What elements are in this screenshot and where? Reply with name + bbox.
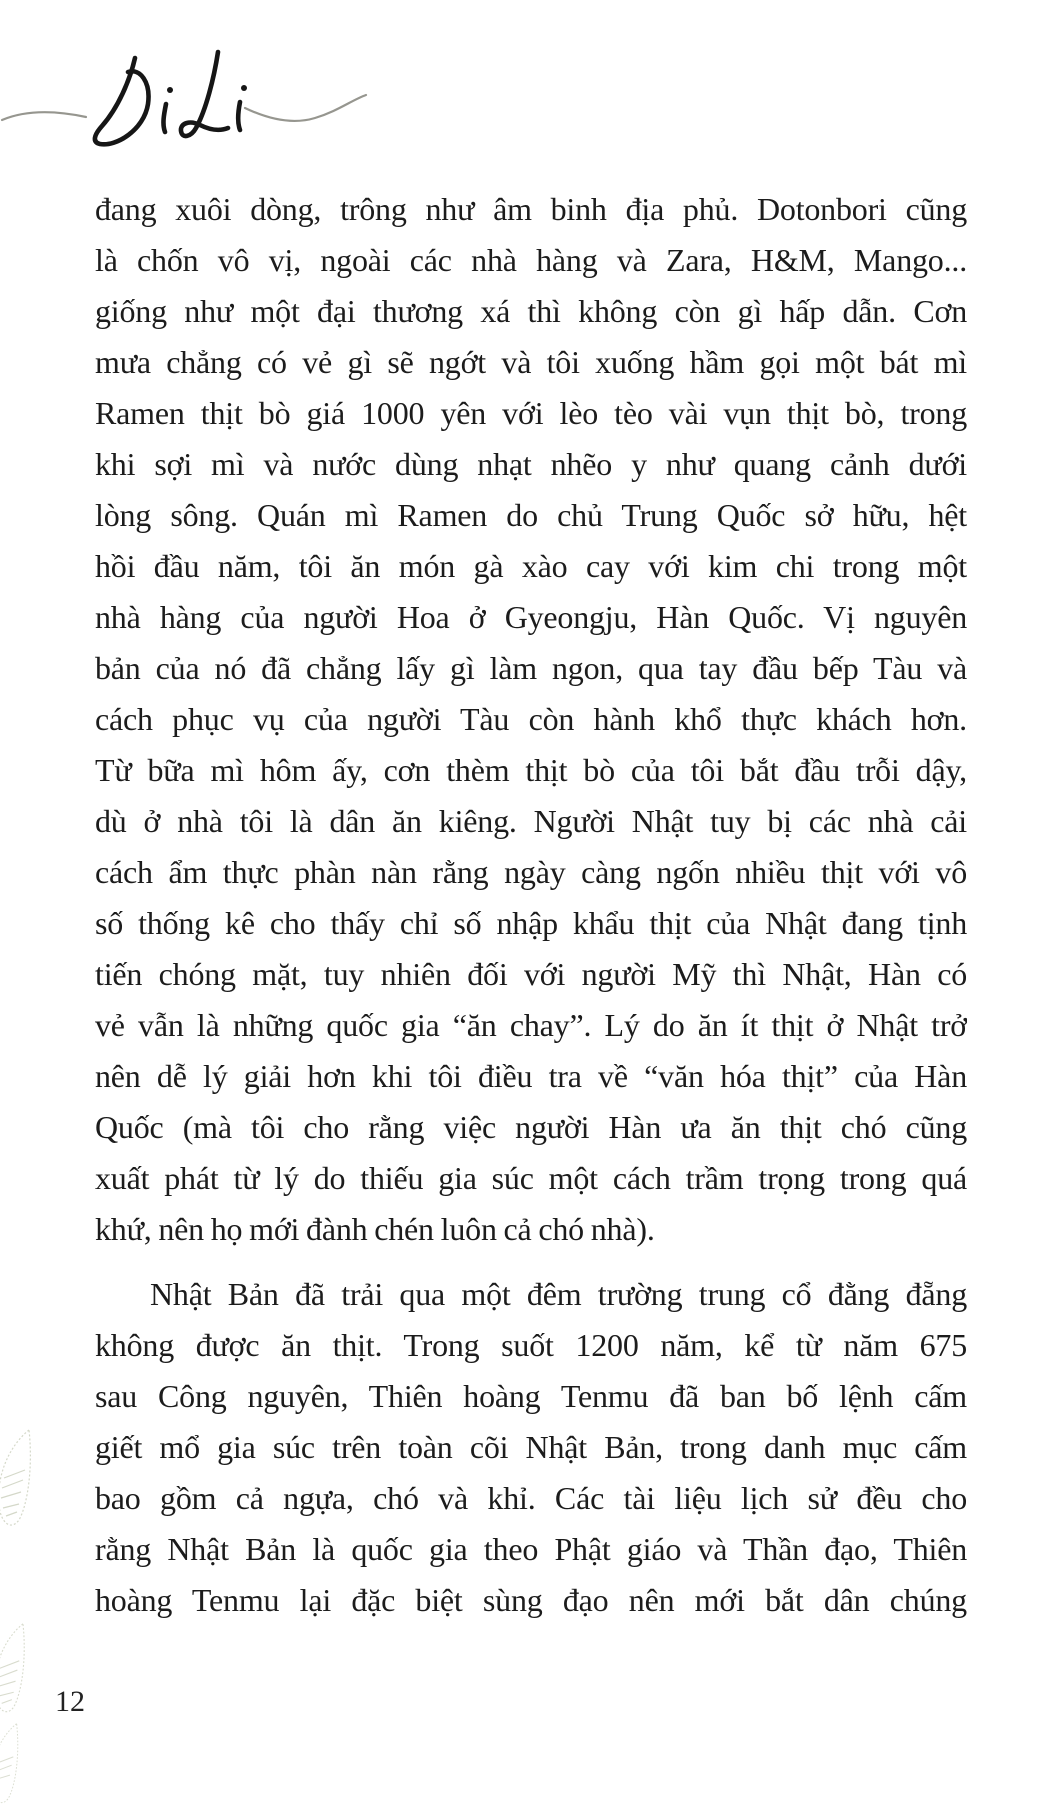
text-line: bản của nó đã chẳng lấy gì làm ngon, qua tay đầu bếp Tàu và [95, 650, 967, 686]
text-line: rằng Nhật Bản là quốc gia theo Phật giáo và Thần đạo, Thiên [95, 1531, 967, 1567]
flourish-right-icon [245, 95, 366, 121]
text-line: hồi đầu năm, tôi ăn món gà xào cay với kim chi trong một [95, 548, 967, 584]
text-line: giết mổ gia súc trên toàn cõi Nhật Bản, trong danh mục cấm [95, 1429, 967, 1465]
text-line: Quốc (mà tôi cho rằng việc người Hàn ưa ăn thịt chó cũng [95, 1109, 967, 1145]
text-line: cách phục vụ của người Tàu còn hành khổ thực khách hơn. [95, 701, 967, 737]
text-line: tiến chóng mặt, tuy nhiên đối với người Mỹ thì Nhật, Hàn có [95, 956, 967, 992]
leaf-decoration [0, 1622, 30, 1720]
i-dot [167, 87, 173, 93]
text-line: cách ẩm thực phàn nàn rằng ngày càng ngốn nhiều thịt với vô [95, 854, 967, 890]
text-line: không được ăn thịt. Trong suốt 1200 năm, kể từ năm 675 [95, 1327, 967, 1363]
text-line: vẻ vẫn là những quốc gia “ăn chay”. Lý do ăn ít thịt ở Nhật trở [95, 1007, 967, 1043]
paragraph [95, 1269, 967, 1626]
text-line: khi sợi mì và nước dùng nhạt nhẽo y như quang cảnh dưới [95, 446, 967, 482]
text-line: giống như một đại thương xá thì không còn gì hấp dẫn. Cơn [95, 293, 967, 329]
text-line: sau Công nguyên, Thiên hoàng Tenmu đã ban bố lệnh cấm [95, 1378, 967, 1414]
paragraph [95, 184, 967, 1255]
text-line: nhà hàng của người Hoa ở Gyeongju, Hàn Quốc. Vị nguyên [95, 599, 967, 635]
flourish-left-icon [2, 112, 86, 120]
text-line: lòng sông. Quán mì Ramen do chủ Trung Quốc sở hữu, hệt [95, 497, 967, 533]
i-dot [241, 85, 247, 91]
text-line: Nhật Bản đã trải qua một đêm trường trung cổ đằng đẵng [150, 1276, 967, 1312]
page-number: 12 [55, 1685, 85, 1718]
text-line: đang xuôi dòng, trông như âm binh địa phủ. Dotonbori cũng [95, 191, 967, 227]
text-line: xuất phát từ lý do thiếu gia súc một cách trầm trọng trong quá [95, 1160, 967, 1196]
text-line: nên dễ lý giải hơn khi tôi điều tra về “văn hóa thịt” của Hàn [95, 1058, 967, 1094]
text-line: Từ bữa mì hôm ấy, cơn thèm thịt bò của tôi bắt đầu trỗi dậy, [95, 752, 967, 788]
text-line: khứ, nên họ mới đành chén luôn cả chó nhà). [95, 1211, 655, 1247]
body-text [95, 184, 967, 1626]
text-line: là chốn vô vị, ngoài các nhà hàng và Zara, H&M, Mango... [95, 242, 967, 278]
leaf-decoration [0, 1428, 36, 1534]
text-line: bao gồm cả ngựa, chó và khỉ. Các tài liệu lịch sử đều cho [95, 1480, 967, 1516]
text-line: số thống kê cho thấy chỉ số nhập khẩu thịt của Nhật đang tịnh [95, 905, 967, 941]
signature-glyphs [95, 52, 240, 144]
author-signature [0, 40, 380, 155]
text-line: dù ở nhà tôi là dân ăn kiêng. Người Nhật tuy bị các nhà cải [95, 803, 967, 839]
signature-drawing [0, 40, 380, 155]
leaf-decoration [0, 1722, 23, 1810]
text-line: hoàng Tenmu lại đặc biệt sùng đạo nên mới bắt dân chúng [95, 1582, 967, 1618]
text-line: mưa chẳng có vẻ gì sẽ ngớt và tôi xuống hầm gọi một bát mì [95, 344, 967, 380]
text-line: Ramen thịt bò giá 1000 yên với lèo tèo vài vụn thịt bò, trong [95, 395, 967, 431]
